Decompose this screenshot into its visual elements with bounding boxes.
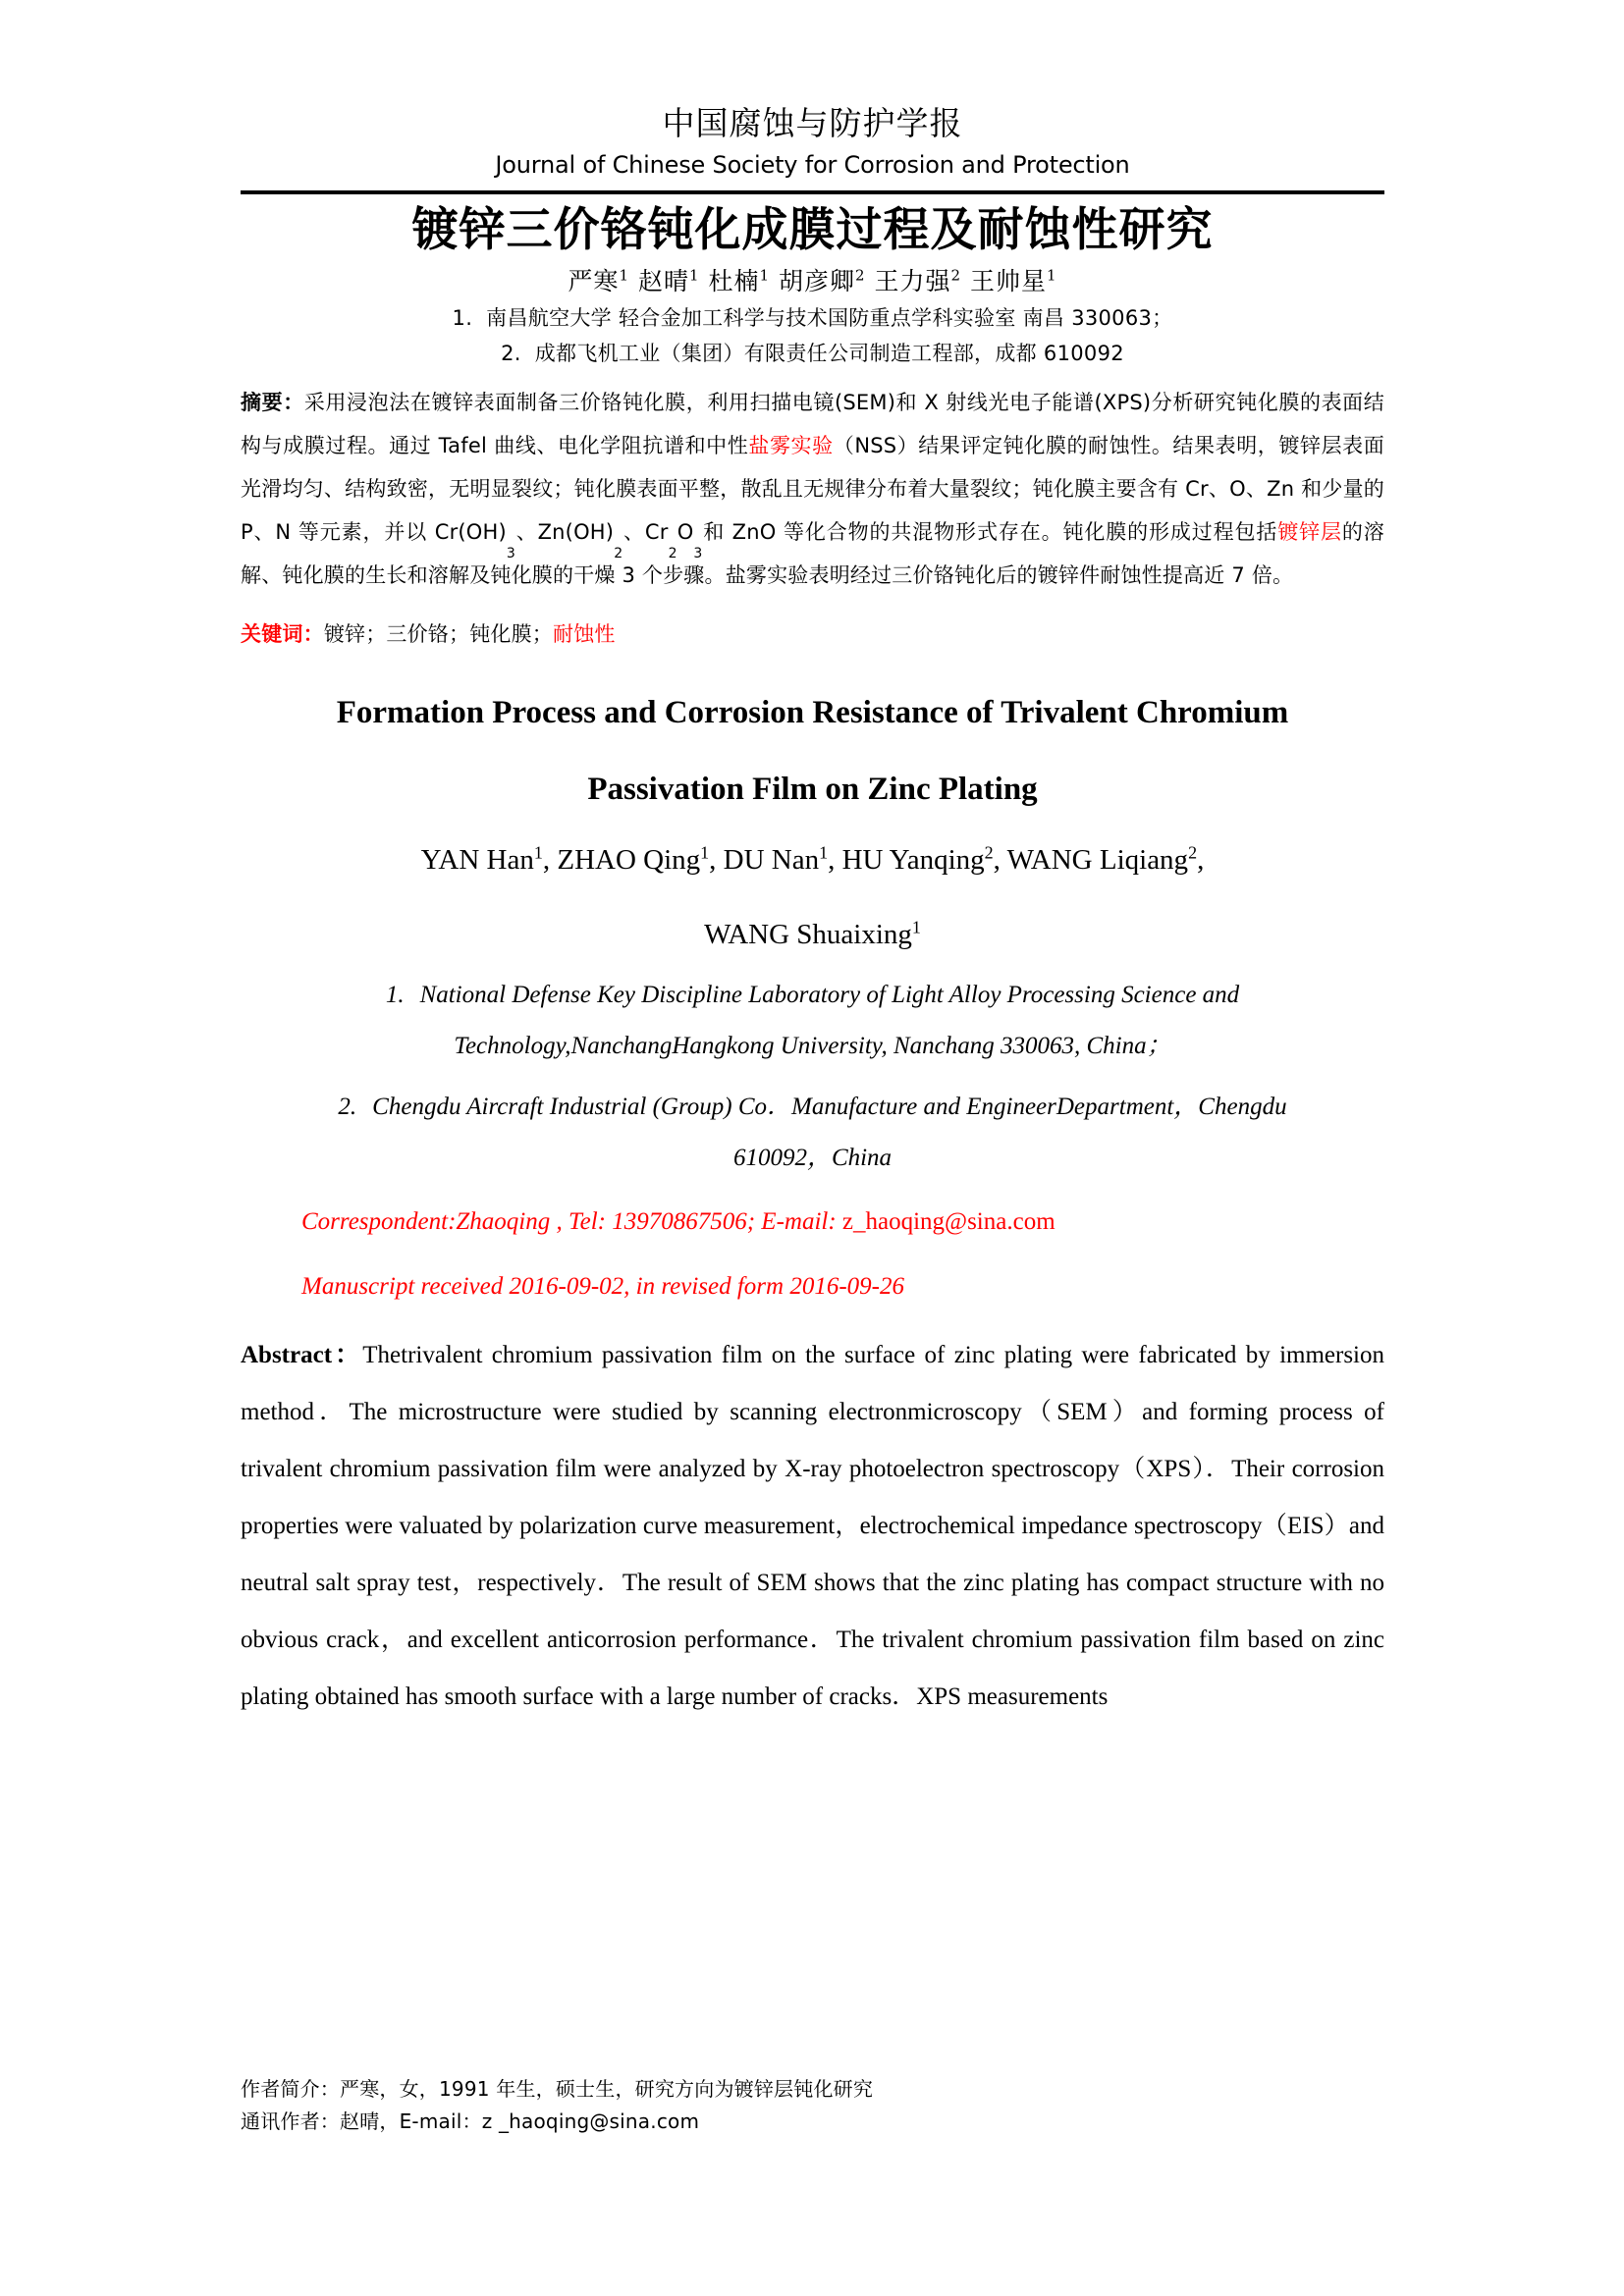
authors-english-line2: WANG Shuaixing$^1$ bbox=[704, 917, 921, 950]
affiliation-text: 成都飞机工业（集团）有限责任公司制造工程部，成都 610092 bbox=[534, 342, 1124, 365]
abstract-text-part: 的溶解、钝化膜的生长和溶解及钝化膜的干燥 3 个步骤。盐雾实验表明经过三价铬钝化后的镀锌件耐蚀性提高近 7 倍。 bbox=[241, 520, 1384, 587]
affiliation-english-line: 1. National Defense Key Discipline Laboratory of Light Alloy Processing Science and bbox=[385, 982, 1240, 1008]
abstract-label-english: Abstract： bbox=[241, 1342, 363, 1368]
affiliation-english-line: Technology,NanchangHangkong University, Nanchang 330063, China； bbox=[454, 1033, 1171, 1059]
affiliation-number: 2. bbox=[338, 1094, 357, 1120]
footnote-line-corresponding-author: 通讯作者：赵晴，E-mail：z _haoqing@sina.com bbox=[241, 2109, 700, 2133]
author-affil-marker: 1 bbox=[700, 842, 710, 863]
keywords-label-chinese: 关键词： bbox=[241, 622, 324, 646]
abstract-text-part: 和 ZnO 等化合物的共混物形式存在。钝化膜的形成过程包括 bbox=[702, 520, 1278, 544]
correspondent-info bbox=[241, 1196, 1384, 1249]
affiliation-number: 1. bbox=[452, 306, 473, 330]
author-chinese: 赵晴$^1$ bbox=[637, 266, 700, 295]
author-biography-footnote bbox=[241, 2073, 1384, 2138]
author-affil-marker: 2 bbox=[984, 842, 994, 863]
journal-title-english: Journal of Chinese Society for Corrosion and Protection bbox=[495, 151, 1130, 179]
affiliation-english-1 bbox=[241, 970, 1384, 1072]
author-chinese: 胡彦卿$^2$ bbox=[778, 266, 866, 295]
author-chinese: 王力强$^2$ bbox=[874, 266, 962, 295]
formula-subscript: 2 bbox=[668, 546, 677, 561]
author-affil-marker: 1 bbox=[819, 842, 829, 863]
abstract-text-part: （NSS）结果评定钝化膜的耐蚀性。结果表明，镀锌层表面光滑均匀、结构致密，无明显裂纹；钝化膜表面平整，散乱且无规律分布着大量裂纹；钝化膜主要含有 Cr、O、Zn 和少量的 P、N 等元素，并以 Cr(OH) bbox=[241, 434, 1384, 544]
author-affil-marker: 2 bbox=[1188, 842, 1198, 863]
affiliation-english-line: 2. Chengdu Aircraft Industrial (Group) Co．Manufacture and EngineerDepartment，Chengdu bbox=[338, 1094, 1287, 1120]
title-english-line1: Formation Process and Corrosion Resistance of Trivalent Chromium bbox=[336, 695, 1289, 730]
author-affil-marker: 1 bbox=[759, 266, 771, 285]
footnote-line-author-bio: 作者简介：严寒，女，1991 年生，硕士生，研究方向为镀锌层钝化研究 bbox=[241, 2077, 874, 2101]
title-english-line2: Passivation Film on Zinc Plating bbox=[587, 772, 1038, 807]
correspondent-email[interactable]: z_haoqing@sina.com bbox=[841, 1208, 1056, 1235]
keyword-highlight: 耐蚀性 bbox=[553, 622, 616, 646]
authors-chinese bbox=[241, 263, 1384, 300]
manuscript-dates: Manuscript received 2016-09-02, in revised form 2016-09-26 bbox=[301, 1273, 904, 1300]
abstract-text-part: O bbox=[677, 520, 694, 544]
author-english: ZHAO Qing$^1$, bbox=[557, 842, 724, 876]
abstract-text-part: 、Cr bbox=[623, 520, 669, 544]
abstract-text-part: 采用浸泡法在镀锌表面制备三价铬钝化膜，利用扫描电镜(SEM)和 X 射线光电子能谱(XPS)分析研究钝化膜的表面结构与成膜过程。通过 Tafel 曲线、电化学阻抗谱和中性 bbox=[241, 391, 1384, 457]
page-content bbox=[241, 0, 1384, 1726]
authors-english bbox=[241, 834, 1384, 960]
affiliation-number: 1. bbox=[385, 982, 405, 1008]
journal-title-chinese: 中国腐蚀与防护学报 bbox=[662, 104, 963, 142]
abstract-chinese bbox=[241, 381, 1384, 597]
keywords-chinese bbox=[241, 613, 1384, 656]
affiliation-number: 2. bbox=[501, 342, 521, 365]
abstract-highlight-salt-spray: 盐雾实验 bbox=[748, 434, 834, 457]
author-english: DU Nan$^1$, bbox=[723, 842, 842, 876]
page-title-english bbox=[241, 683, 1384, 819]
journal-masthead bbox=[241, 0, 1384, 182]
abstract-highlight-zinc-layer: 镀锌层 bbox=[1277, 520, 1342, 544]
keywords-text: 镀锌；三价铬；钝化膜； bbox=[323, 622, 554, 646]
abstract-text-part: 、Zn(OH) bbox=[515, 520, 615, 544]
author-affil-marker: 1 bbox=[688, 266, 700, 285]
affiliation-english-line: 610092，China bbox=[732, 1145, 893, 1171]
header-divider bbox=[241, 190, 1384, 194]
affiliation-english-2 bbox=[241, 1082, 1384, 1184]
author-chinese: 王帅星$^1$ bbox=[970, 266, 1057, 295]
abstract-english bbox=[241, 1327, 1384, 1726]
author-chinese: 严寒$^1$ bbox=[568, 266, 629, 295]
author-affil-marker: 1 bbox=[533, 842, 543, 863]
correspondent-text: Correspondent:Zhaoqing , Tel: 13970867506; E-mail: bbox=[301, 1208, 842, 1235]
affiliation-chinese-2 bbox=[241, 336, 1384, 371]
author-chinese: 杜楠$^1$ bbox=[708, 266, 771, 295]
formula-subscript: 3 bbox=[506, 546, 516, 561]
abstract-label-chinese: 摘要： bbox=[241, 391, 304, 414]
affiliation-chinese-1 bbox=[241, 300, 1384, 336]
author-affil-marker: 2 bbox=[854, 266, 866, 285]
formula-subscript: 3 bbox=[693, 546, 703, 561]
author-affil-marker: 1 bbox=[911, 917, 921, 937]
author-affil-marker: 1 bbox=[1047, 266, 1057, 285]
abstract-english-body: Thetrivalent chromium passivation film on the surface of zinc plating were fabricated by immersion method．The microstructure were studied by scanning electronmicroscopy（SEM）and forming process of trivalent chromium passivation film were analyzed by X-ray photoelectron spectroscopy（XPS）．Their corrosion properties were valuated by polarization curve measurement，electrochemical impedance spectroscopy（EIS）and neutral salt spray test，respectively．The result of SEM shows that the zinc plating has compact structure with no obvious crack，and excellent anticorrosion performance．The trivalent chromium passivation film based on zinc plating obtained has smooth surface with a large number of cracks．XPS measurements bbox=[241, 1342, 1384, 1710]
author-english: HU Yanqing$^2$, bbox=[841, 842, 1007, 876]
formula-subscript: 2 bbox=[614, 546, 623, 561]
author-english: WANG Liqiang$^2$, bbox=[1006, 842, 1205, 876]
page-title-chinese: 镀锌三价铬钝化成膜过程及耐蚀性研究 bbox=[411, 203, 1214, 257]
author-english: YAN Han$^1$, bbox=[420, 842, 558, 876]
author-affil-marker: 2 bbox=[950, 266, 962, 285]
author-affil-marker: 1 bbox=[619, 266, 629, 285]
affiliation-text: 南昌航空大学 轻合金加工科学与技术国防重点学科实验室 南昌 330063； bbox=[486, 306, 1173, 330]
